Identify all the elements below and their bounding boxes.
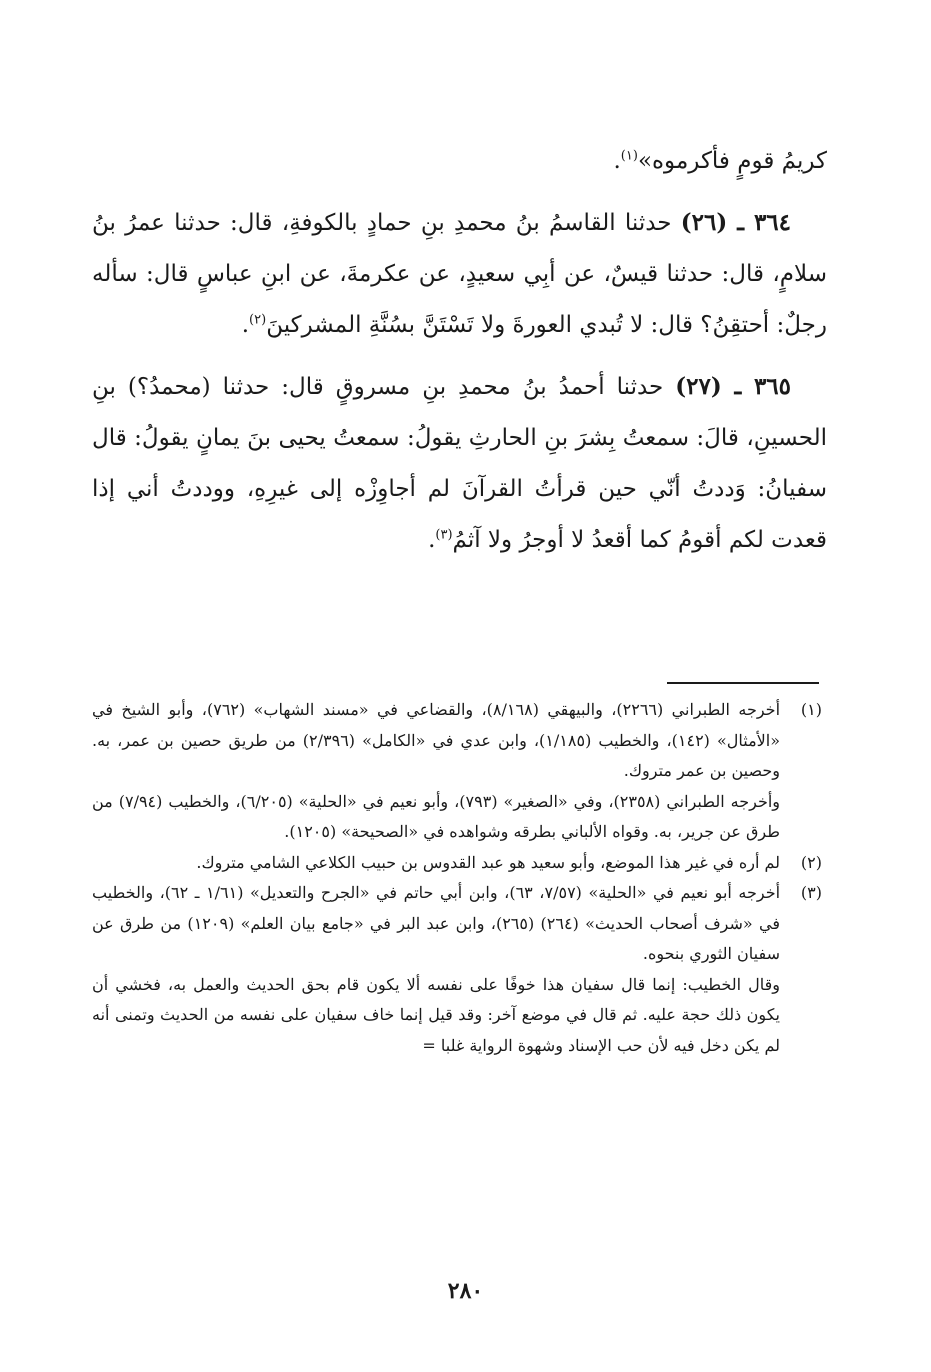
- hadith-364-number: ٣٦٤ ـ (٢٦): [680, 209, 791, 236]
- hadith-365-text: حدثنا أحمدُ بنُ محمدِ بنِ مسروقٍ قال: حدثنا (محمدُ؟) بنِ الحسينِ، قالَ: سمعتُ بِشرَ بنِ الحارثِ يقولُ: سمعتُ يحيى بنَ يمانٍ يقولُ: قال سفيانُ: وَددتُ أنّي حين قرأتُ القرآنَ لم أجاوِزْه إلى غيرِهِ، ووددتُ أني إذا قعدت لكم أقومُ كما أقعدُ لا أوجرُ ولا آثمُ: [92, 374, 827, 553]
- continuation-line: كريمُ قومٍ فأكرموه»$^{(١)}$.: [613, 148, 827, 174]
- footnotes: [92, 695, 822, 1061]
- hadith-364-text: حدثنا القاسمُ بنُ محمدِ بنِ حمادٍ بالكوفةِ، قال: حدثنا عمرُ بنُ سلامٍ، قال: حدثنا قيسٌ، عن أبِي سعيدٍ، عن عكرمةَ، عن ابنِ عباسٍ قال: سأله رجلٌ: أحتقِنُ؟ قال: لا تُبدي العورةَ ولا تَسْتَنَّ بسُنَّةِ المشركينَ: [92, 210, 827, 338]
- footnote-separator: [667, 682, 819, 684]
- footnote-2: [92, 848, 822, 879]
- continuation-text: كريمُ قومٍ فأكرموه»: [637, 148, 827, 174]
- footnote-ref-3: (٣): [435, 527, 453, 543]
- footnote-1: [92, 695, 822, 848]
- hadith-365-number: ٣٦٥ ـ (٢٧): [675, 373, 791, 400]
- hadith-364: ٣٦٤ ـ (٢٦) حدثنا القاسمُ بنُ محمدِ بنِ حمادٍ بالكوفةِ، قال: حدثنا عمرُ بنُ سلامٍ، قال: حدثنا قيسٌ، عن أبِي سعيدٍ، عن عكرمةَ، عن ابنِ عباسٍ قال: سأله رجلٌ: أحتقِنُ؟ قال: لا تُبدي العورةَ ولا تَسْتَنَّ بسُنَّةِ المشركينَ$^{(٢)}$.: [92, 209, 827, 338]
- footnote-ref-2: (٢): [249, 312, 267, 328]
- footnote-1-para-1: أخرجه الطبراني (٢٢٦٦)، والبيهقي (٨/١٦٨)، والقضاعي في «مسند الشهاب» (٧٦٢)، وأبو الشيخ في «الأمثال» (١٤٢)، والخطيب (١/١٨٥)، وابن عدي في «الكامل» (٢/٣٩٦) من طريق حصين بن عمر، به. وحصين بن عمر متروك.: [92, 700, 781, 780]
- footnote-3-body: [92, 878, 780, 1061]
- main-text: [92, 136, 827, 566]
- footnote-2-body: [92, 848, 780, 879]
- footnote-2-number: (٢): [800, 852, 822, 872]
- footnote-3-para-2: وقال الخطيب: إنما قال سفيان هذا خوفًا على نفسه ألا يكون قام بحق الحديث والعمل به، فخشي أن يكون ذلك حجة عليه. ثم قال في موضع آخر: وقد قيل إنما خاف سفيان على نفسه من الحديث وتمنى أنه لم يكن دخل فيه لأن حب الإسناد وشهوة الرواية غلبا =: [92, 974, 780, 1055]
- footnote-ref-1: (١): [620, 148, 638, 164]
- footnote-1-para-2: وأخرجه الطبراني (٢٣٥٨)، وفي «الصغير» (٧٩٣)، وأبو نعيم في «الحلية» (٦/٢٠٥)، والخطيب (٧/٩٤) من طرق عن جرير، به. وقواه الألباني بطرقه وشواهده في «الصحيحة» (١٢٠٥).: [92, 791, 781, 841]
- footnote-3-para-1: أخرجه أبو نعيم في «الحلية» (٧/٥٧، ٦٣)، وابن أبي حاتم في «الجرح والتعديل» (١/٦١ ـ ٦٢)، والخطيب في «شرف أصحاب الحديث» (٢٦٤) (٢٦٥)، وابن عبد البر في «جامع بيان العلم» (١٢٠٩) من طرق عن سفيان الثوري بنحوه.: [92, 883, 781, 963]
- page-number: ٢٨٠: [447, 1278, 484, 1304]
- footnote-2-para-1: لم أره في غير هذا الموضع، وأبو سعيد هو عبد القدوس بن حبيب الكلاعي الشامي متروك.: [196, 852, 780, 872]
- footnote-3: [92, 878, 822, 1061]
- footnote-1-body: [92, 695, 780, 848]
- footnote-3-number: (٣): [800, 883, 822, 902]
- hadith-365: ٣٦٥ ـ (٢٧) حدثنا أحمدُ بنُ محمدِ بنِ مسروقٍ قال: حدثنا (محمدُ؟) بنِ الحسينِ، قالَ: سمعتُ بِشرَ بنِ الحارثِ يقولُ: سمعتُ يحيى بنَ يمانٍ يقولُ: قال سفيانُ: وَددتُ أنّي حين قرأتُ القرآنَ لم أجاوِزْه إلى غيرِهِ، ووددتُ أني إذا قعدت لكم أقومُ كما أقعدُ لا أوجرُ ولا آثمُ$^{(٣)}$.: [92, 373, 827, 553]
- footnote-1-number: (١): [800, 700, 822, 719]
